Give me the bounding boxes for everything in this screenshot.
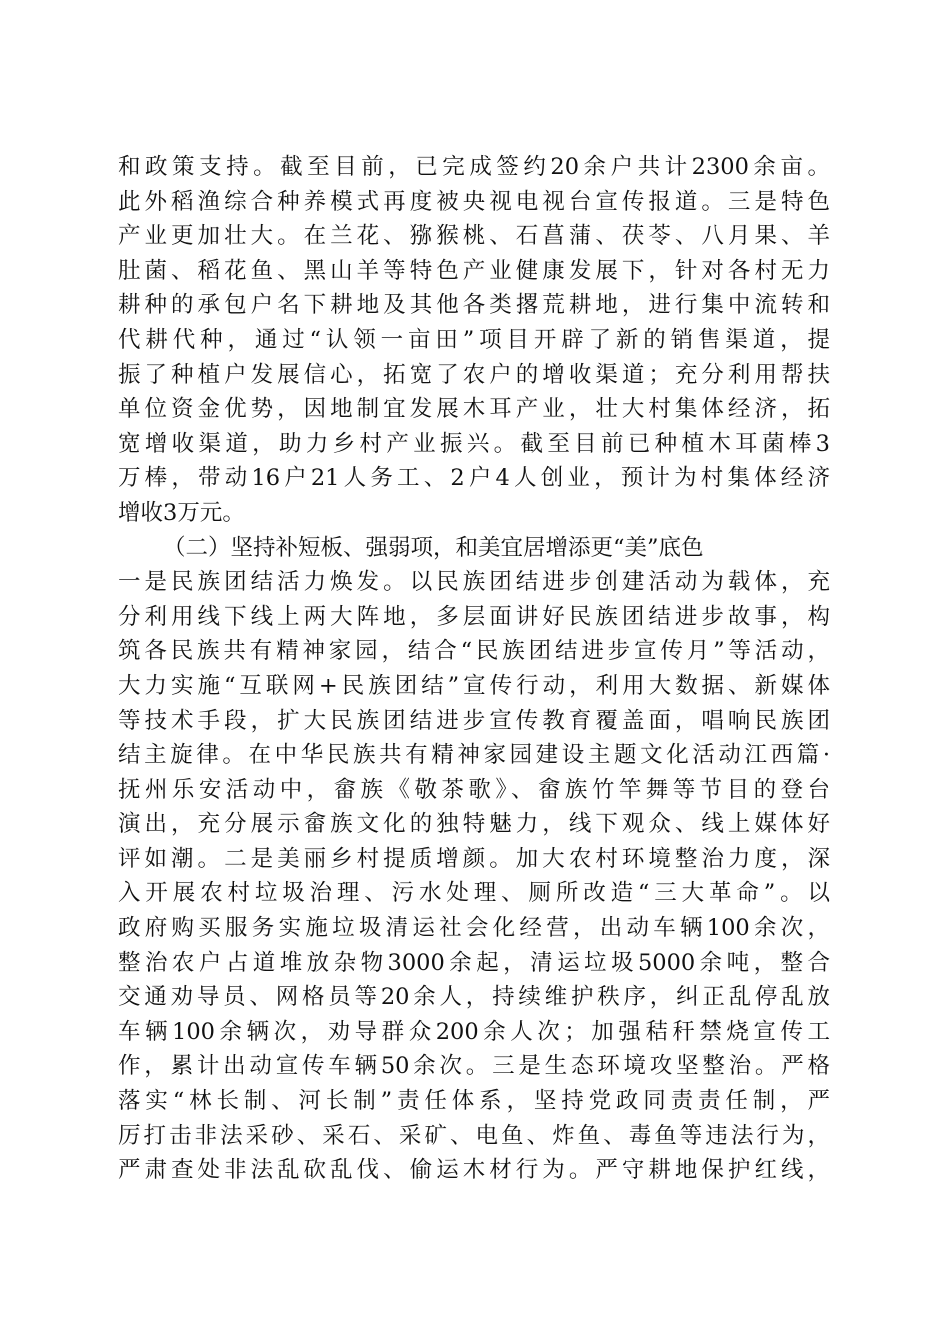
text-line: 产业更加壮大。在兰花、猕猴桃、石菖蒲、茯苓、八月果、羊 [118,223,830,250]
text-line: 严肃查处非法乱砍乱伐、偷运木材行为。严守耕地保护红线， [118,1157,830,1184]
text-line: 肚菌、稻花鱼、黑山羊等特色产业健康发展下，针对各村无力 [118,257,830,284]
body-text [118,150,830,1188]
text-line: 作，累计出动宣传车辆50余次。三是生态环境攻坚整治。严格 [118,1053,830,1080]
text-line: 宽增收渠道，助力乡村产业振兴。截至目前已种植木耳菌棒3 [118,430,830,457]
text-line: 评如潮。二是美丽乡村提质增颜。加大农村环境整治力度，深 [118,845,830,872]
text-line: 结主旋律。在中华民族共有精神家园建设主题文化活动江西篇· [118,742,830,769]
text-line: 筑各民族共有精神家园，结合“民族团结进步宣传月”等活动， [118,638,830,665]
text-line: 单位资金优势，因地制宜发展木耳产业，壮大村集体经济，拓 [118,396,830,423]
text-line: 车辆100余辆次，劝导群众200余人次；加强秸秆禁烧宣传工 [118,1018,830,1045]
text-line: 整治农户占道堆放杂物3000余起，清运垃圾5000余吨，整合 [118,949,830,976]
paragraph-end-line: 增收3万元。 [118,499,245,526]
text-line: 耕种的承包户名下耕地及其他各类撂荒耕地，进行集中流转和 [118,292,830,319]
text-line: 厉打击非法采砂、采石、采矿、电鱼、炸鱼、毒鱼等违法行为， [118,1122,830,1149]
text-line: 落实“林长制、河长制”责任体系，坚持党政同责责任制，严 [118,1088,830,1115]
text-line: 振了种植户发展信心，拓宽了农户的增收渠道；充分利用帮扶 [118,361,830,388]
text-line: 入开展农村垃圾治理、污水处理、厕所改造“三大革命”。以 [118,880,830,907]
text-line: 和政策支持。截至目前，已完成签约20余户共计2300余亩。 [118,154,830,180]
text-line: 政府购买服务实施垃圾清运社会化经营，出动车辆100余次， [118,915,830,942]
text-line: 万棒，带动16户21人务工、2户4人创业，预计为村集体经济 [118,465,830,492]
text-line: 演出，充分展示畲族文化的独特魅力，线下观众、线上媒体好 [118,811,830,838]
text-line: 一是民族团结活力焕发。以民族团结进步创建活动为载体，充 [118,569,830,596]
text-line: 此外稻渔综合种养模式再度被央视电视台宣传报道。三是特色 [118,188,830,215]
text-line: 等技术手段，扩大民族团结进步宣传教育覆盖面，唱响民族团 [118,707,830,734]
text-line: 抚州乐安活动中，畲族《敬茶歌》、畲族竹竿舞等节目的登台 [118,776,830,803]
text-line: 大力实施“互联网+民族团结”宣传行动，利用大数据、新媒体 [118,672,830,699]
text-line: 交通劝导员、网格员等20余人，持续维护秩序，纠正乱停乱放 [118,984,830,1011]
section-heading: （二）坚持补短板、强弱项，和美宜居增添更“美”底色 [163,534,704,561]
text-line: 代耕代种，通过“认领一亩田”项目开辟了新的销售渠道，提 [118,326,830,353]
text-line: 分利用线下线上两大阵地，多层面讲好民族团结进步故事，构 [118,603,830,630]
